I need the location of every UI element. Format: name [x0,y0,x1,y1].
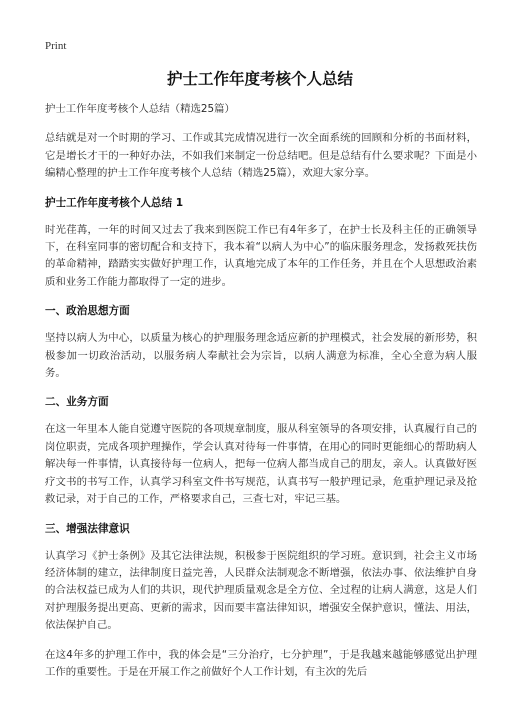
print-link[interactable]: Print [45,40,67,52]
section-paragraph-legal-2: 在这4年多的护理工作中，我的体会是“三分治疗，七分护理”，于是我越来越能够感觉出护理工作的重要性。于是在开展工作之前做好个人工作计划，有主次的先后 [45,648,477,678]
section-paragraph-business: 在这一年里本人能自觉遵守医院的各项规章制度，服从科室领导的各项安排，认真履行自己的岗位职责，完成各项护理操作，学会认真对待每一件事情，在用心的同时更能细心的帮助病人解决每一件事情，认真接待每一位病人，把每一位病人都当成自己的朋友，亲人。认真做好医疗文书的书写工作，认真学习科室文件书写规范，认真书写一般护理记录，危重护理记录及抢救记录，对于自己的工作，严格要求自己，三查七对，牢记三基。 [45,423,477,506]
document-title: 护士工作年度考核个人总结 [166,70,353,88]
section-heading-political: 一、政治思想方面 [45,305,130,318]
document-subtitle: 护士工作年度考核个人总结（精选25篇） [45,103,235,115]
section-paragraph-legal-1: 认真学习《护士条例》及其它法律法规，积极参于医院组织的学习班。意识到，社会主义市场经济体制的建立，法律制度日益完善，人民群众法制观念不断增强，依法办事、依法维护自身的合法权益已成为人们的共识，现代护理质量观念是全方位、全过程的让病人满意，这是人们对护理服务提出更高、更新的需求，因而要丰富法律知识，增强安全保护意识，懂法、用法，依法保护自己。 [45,549,477,632]
intro-paragraph: 总结就是对一个时期的学习、工作或其完成情况进行一次全面系统的回顾和分析的书面材料，它是增长才干的一种好办法，不如我们来制定一份总结吧。但是总结有什么要求呢？下面是小编精心整理的护士工作年度考核个人总结（精选25篇），欢迎大家分享。 [45,132,477,180]
section-paragraph-1: 时光荏苒，一年的时间又过去了我来到医院工作已有4年多了，在护士长及科主任的正确领导下，在科室同事的密切配合和支持下，我本着“以病人为中心”的临床服务理念，发扬救死扶伤的革命精神，踏踏实实做好护理工作，认真地完成了本年的工作任务，并且在个人思想政治素质和业务工作能力都取得了一定的进步。 [45,223,477,288]
section-heading-1: 护士工作年度考核个人总结 1 [45,196,184,209]
section-heading-business: 二、业务方面 [45,396,109,409]
document-body [45,101,477,681]
section-paragraph-political: 坚持以病人为中心，以质量为核心的护理服务理念适应新的护理模式，社会发展的新形势，积极参加一切政治活动，以服务病人奉献社会为宗旨，以病人满意为标准，全心全意为病人服务。 [45,332,477,380]
section-heading-legal: 三、增强法律意识 [45,522,130,535]
